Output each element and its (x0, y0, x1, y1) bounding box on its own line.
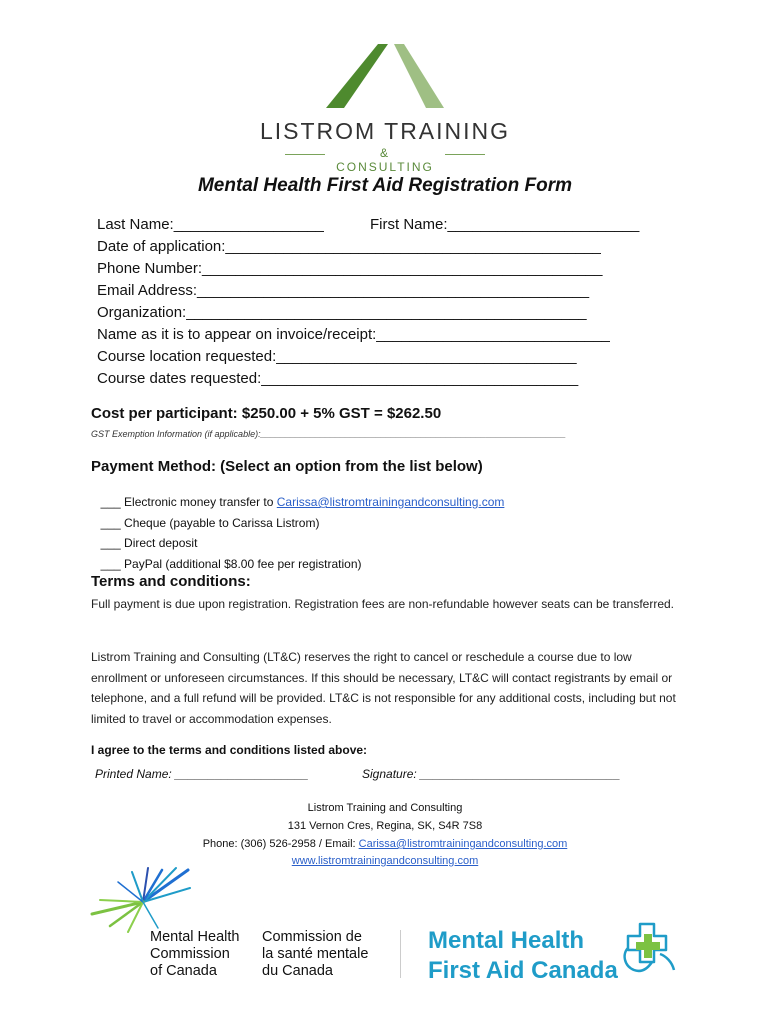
divider (400, 930, 401, 978)
divider (445, 154, 485, 155)
phone-field[interactable]: Phone Number:________________________________________________ (97, 260, 603, 277)
mhfa-cross-icon (620, 920, 682, 980)
brand-subtitle: & CONSULTING (336, 146, 434, 174)
option-label: Direct deposit (124, 536, 198, 550)
mhcc-french-name: Commission de la santé mentale du Canada (262, 929, 369, 979)
mhfa-canada-name: Mental Health First Aid Canada (428, 927, 618, 984)
mhcc-english-name: Mental Health Commission of Canada (150, 929, 240, 979)
date-of-application-field[interactable]: Date of application:_____________________________________________ (97, 238, 601, 255)
course-location-field[interactable]: Course location requested:____________________________________ (97, 348, 577, 365)
brand-name: LISTROM TRAINING (259, 118, 511, 144)
footer-email-link[interactable]: Carissa@listromtrainingandconsulting.com (358, 838, 568, 850)
printed-name-field[interactable]: Printed Name: ____________________ (95, 767, 309, 781)
checkbox-blank[interactable]: ___ (100, 516, 125, 530)
cost-line: Cost per participant: $250.00 + 5% GST = $262.50 (91, 405, 442, 422)
footer-company: Listrom Training and Consulting (307, 802, 463, 814)
payment-option-paypal[interactable] (94, 543, 362, 571)
website-link[interactable]: www.listromtrainingandconsulting.com (291, 855, 479, 867)
mhcc-burst-icon (88, 866, 198, 936)
last-name-field[interactable]: Last Name:__________________ (97, 216, 324, 233)
course-dates-field[interactable]: Course dates requested:______________________________________ (97, 370, 579, 387)
form-title: Mental Health First Aid Registration Form (197, 175, 573, 196)
payment-heading: Payment Method: (Select an option from the list below) (91, 458, 483, 475)
terms-paragraph-2: Listrom Training and Consulting (LT&C) reserves the right to cancel or reschedule a course due to low enrollment or unforeseen circumstances. If this should be necessary, LT&C will contact registrants by email or telephone, and a full refund will be provided. LT&C is not responsible for any additional costs, including but not limited to travel or accommodation expenses. (91, 650, 676, 726)
terms-heading: Terms and conditions: (91, 573, 251, 590)
footer-contact (0, 836, 770, 854)
checkbox-blank[interactable]: ___ (100, 557, 125, 571)
brand-subtitle-row (285, 146, 485, 174)
footer-address: 131 Vernon Cres, Regina, SK, S4R 7S8 (287, 820, 483, 832)
gst-exemption-field[interactable]: GST Exemption Information (if applicable):_____________________________________________________________ (91, 429, 566, 439)
email-field[interactable]: Email Address:_______________________________________________ (97, 282, 590, 299)
agree-statement: I agree to the terms and conditions listed above: (91, 743, 368, 757)
organization-field[interactable]: Organization:________________________________________________ (97, 304, 587, 321)
listrom-logo-icon (320, 42, 450, 114)
checkbox-blank[interactable]: ___ (100, 495, 125, 509)
option-label: PayPal (additional $8.00 fee per registration) (124, 557, 362, 571)
terms-paragraph-1: Full payment is due upon registration. Registration fees are non-refundable however seats can be transferred. (91, 597, 674, 611)
first-name-field[interactable]: First Name:_______________________ (370, 216, 640, 233)
invoice-name-field[interactable]: Name as it is to appear on invoice/receipt:____________________________ (97, 326, 610, 343)
email-link[interactable]: Carissa@listromtrainingandconsulting.com (276, 495, 505, 509)
option-label: Cheque (payable to Carissa Listrom) (124, 516, 320, 530)
divider (285, 154, 325, 155)
signature-field[interactable]: Signature: ______________________________ (362, 767, 621, 781)
option-label: Electronic money transfer to (124, 495, 277, 509)
checkbox-blank[interactable]: ___ (100, 536, 125, 550)
footer-phone: Phone: (306) 526-2958 / Email: (202, 838, 359, 850)
